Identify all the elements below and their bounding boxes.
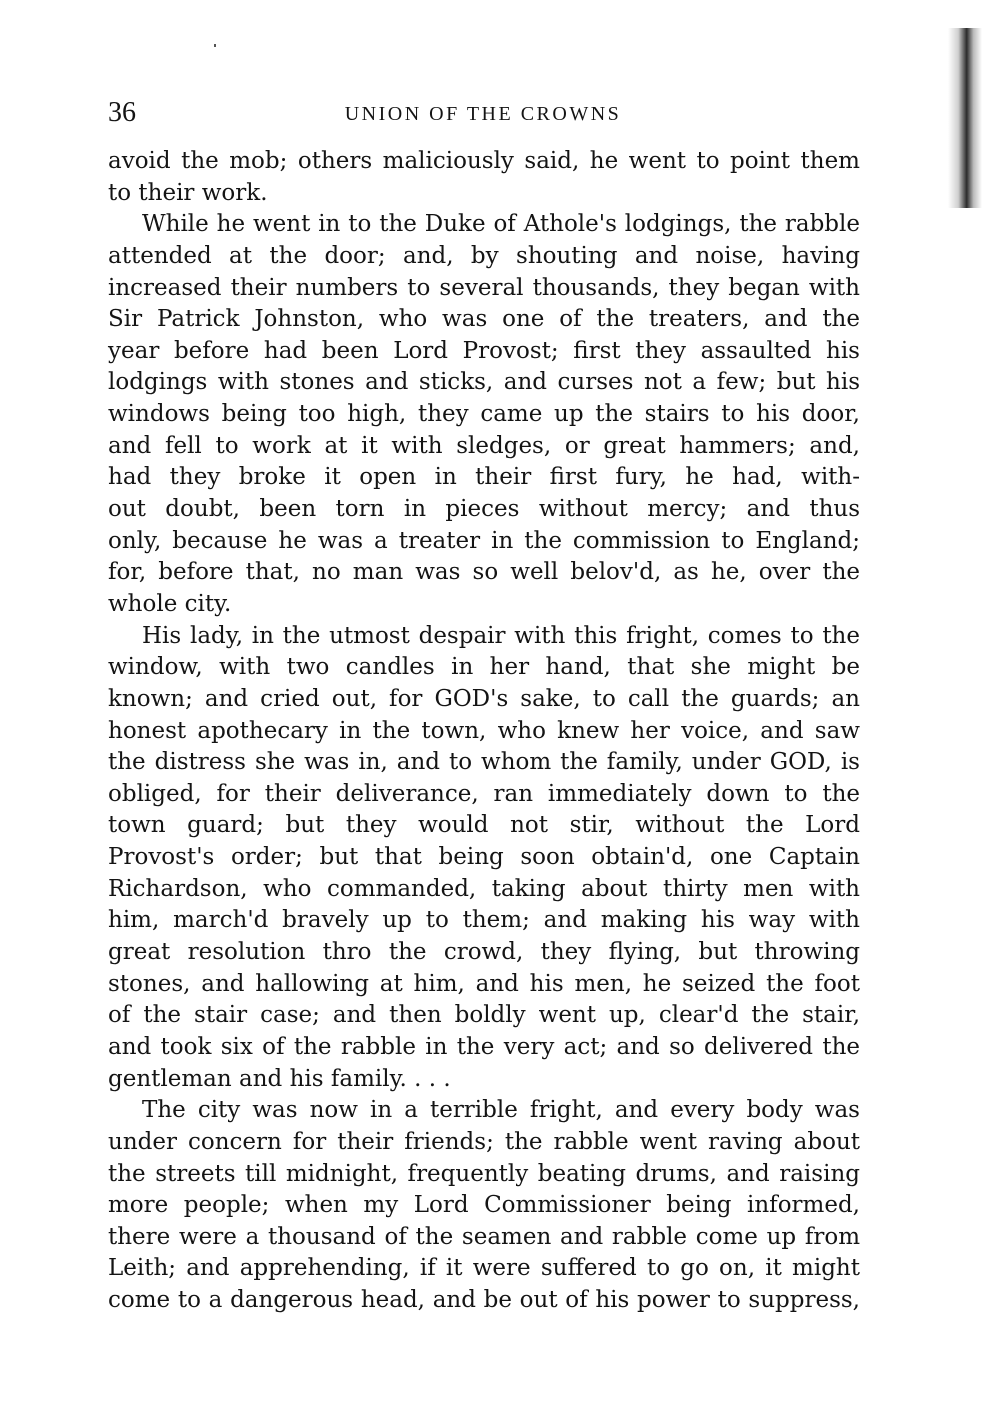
text-line: The city was now in a terrible fright, and every body was [142, 1097, 860, 1124]
text-line: stones, and hallowing at him, and his men, he seized the foot [108, 970, 860, 997]
text-line: to their work. [108, 179, 268, 206]
running-head [108, 98, 858, 132]
page-number: 36 [108, 97, 136, 128]
text-line: attended at the door; and, by shouting and noise, having [108, 242, 860, 269]
text-line: year before had been Lord Provost; first they assaulted his [108, 337, 860, 364]
text-line: Richardson, who commanded, taking about thirty men with [108, 875, 860, 902]
text-line: him, march'd bravely up to them; and making his way with [108, 907, 860, 934]
text-line: come to a dangerous head, and be out of his power to suppress, [108, 1287, 860, 1314]
paper-speck [214, 44, 216, 47]
text-line: out doubt, been torn in pieces without mercy; and thus [108, 496, 860, 523]
text-line: and fell to work at it with sledges, or great hammers; and, [108, 432, 860, 459]
text-line: His lady, in the utmost despair with this fright, comes to the [142, 622, 860, 649]
text-line: for, before that, no man was so well belov'd, as he, over the [108, 559, 860, 586]
text-line: and took six of the rabble in the very act; and so delivered the [108, 1033, 860, 1060]
text-line: gentleman and his family. . . . [108, 1065, 451, 1092]
text-line: avoid the mob; others maliciously said, he went to point them [108, 148, 860, 174]
text-line: While he went in to the Duke of Athole's lodgings, the rabble [142, 211, 860, 238]
text-line: increased their numbers to several thousands, they began with [108, 274, 860, 301]
text-line: had they broke it open in their first fury, he had, with- [108, 464, 860, 491]
text-line: obliged, for their deliverance, ran immediately down to the [108, 780, 860, 807]
text-line: known; and cried out, for GOD's sake, to call the guards; an [108, 685, 860, 712]
text-line: the streets till midnight, frequently beating drums, and raising [108, 1160, 860, 1187]
text-line: Provost's order; but that being soon obtain'd, one Captain [108, 844, 860, 871]
text-line: whole city. [108, 590, 232, 617]
text-line: Sir Patrick Johnston, who was one of the treaters, and the [108, 306, 860, 333]
text-line: windows being too high, they came up the stairs to his door, [108, 401, 860, 428]
text-line: town guard; but they would not stir, without the Lord [108, 812, 860, 839]
text-line: great resolution thro the crowd, they flying, but throwing [108, 939, 860, 966]
body-text [108, 146, 860, 1317]
text-line: honest apothecary in the town, who knew her voice, and saw [108, 717, 860, 744]
binding-edge-shadow [948, 28, 982, 208]
text-line: of the stair case; and then boldly went up, clear'd the stair, [108, 1002, 860, 1029]
text-line: only, because he was a treater in the commission to England; [108, 527, 860, 554]
text-line: Leith; and apprehending, if it were suffered to go on, it might [108, 1255, 860, 1282]
text-line: under concern for their friends; the rabble went raving about [108, 1128, 860, 1155]
text-line: more people; when my Lord Commissioner being informed, [108, 1192, 860, 1219]
text-line: there were a thousand of the seamen and rabble come up from [108, 1223, 860, 1250]
text-line: window, with two candles in her hand, that she might be [108, 654, 860, 681]
text-line: lodgings with stones and sticks, and curses not a few; but his [108, 369, 860, 396]
running-title: UNION OF THE CROWNS [344, 103, 622, 125]
text-line: the distress she was in, and to whom the family, under GOD, is [108, 749, 860, 776]
